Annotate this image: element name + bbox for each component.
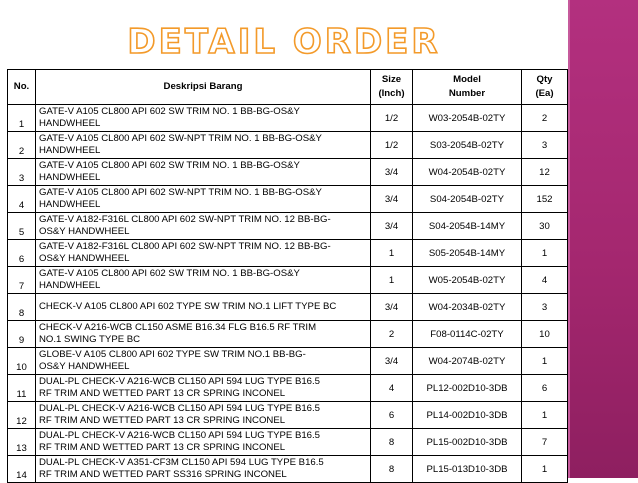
item-size: 3/4 (371, 213, 413, 240)
item-size: 1 (371, 267, 413, 294)
row-number: 1 (8, 105, 36, 132)
model-number: W04-2074B-02TY (413, 348, 522, 375)
model-number: S04-2054B-14MY (413, 213, 522, 240)
item-size: 3/4 (371, 186, 413, 213)
item-quantity: 1 (522, 240, 568, 267)
item-quantity: 2 (522, 105, 568, 132)
row-number: 11 (8, 375, 36, 402)
item-size: 3/4 (371, 294, 413, 321)
item-quantity: 10 (522, 321, 568, 348)
header-model (413, 70, 522, 105)
item-description: DUAL-PL CHECK-V A216-WCB CL150 API 594 LUG TYPE B16.5 RF TRIM AND WETTED PART 13 CR SPRING INCONEL (36, 375, 371, 402)
header-size-line1: Size (381, 74, 402, 86)
table-row (8, 429, 568, 456)
table-row (8, 159, 568, 186)
model-number: W03-2054B-02TY (413, 105, 522, 132)
header-description: Deskripsi Barang (36, 70, 371, 105)
item-size: 6 (371, 402, 413, 429)
item-description: CHECK-V A105 CL800 API 602 TYPE SW TRIM NO.1 LIFT TYPE BC (36, 294, 371, 321)
item-quantity: 12 (522, 159, 568, 186)
item-description: GATE-V A105 CL800 API 602 SW-NPT TRIM NO. 1 BB-BG-OS&Y HANDWHEEL (36, 132, 371, 159)
item-description: GATE-V A105 CL800 API 602 SW TRIM NO. 1 BB-BG-OS&Y HANDWHEEL (36, 267, 371, 294)
row-number: 8 (8, 294, 36, 321)
model-number: PL14-002D10-3DB (413, 402, 522, 429)
model-number: S04-2054B-02TY (413, 186, 522, 213)
header-size (371, 70, 413, 105)
item-description: DUAL-PL CHECK-V A216-WCB CL150 API 594 LUG TYPE B16.5 RF TRIM AND WETTED PART 13 CR SPRING INCONEL (36, 402, 371, 429)
item-description: GLOBE-V A105 CL800 API 602 TYPE SW TRIM NO.1 BB-BG- OS&Y HANDWHEEL (36, 348, 371, 375)
row-number: 6 (8, 240, 36, 267)
item-description: DUAL-PL CHECK-V A351-CF3M CL150 API 594 LUG TYPE B16.5 RF TRIM AND WETTED PART SS316 SPRING INCONEL (36, 456, 371, 483)
item-size: 1 (371, 240, 413, 267)
item-size: 2 (371, 321, 413, 348)
item-quantity: 1 (522, 402, 568, 429)
header-no: No. (8, 70, 36, 105)
row-number: 2 (8, 132, 36, 159)
row-number: 9 (8, 321, 36, 348)
table-row (8, 105, 568, 132)
header-qty-line2: (Ea) (535, 88, 554, 99)
model-number: W04-2034B-02TY (413, 294, 522, 321)
table-row (8, 402, 568, 429)
header-model-line1: Model (453, 74, 481, 86)
item-size: 3/4 (371, 159, 413, 186)
item-quantity: 1 (522, 456, 568, 483)
table-row (8, 186, 568, 213)
item-size: 8 (371, 429, 413, 456)
item-description: GATE-V A182-F316L CL800 API 602 SW-NPT TRIM NO. 12 BB-BG- OS&Y HANDWHEEL (36, 213, 371, 240)
item-description: GATE-V A105 CL800 API 602 SW TRIM NO. 1 BB-BG-OS&Y HANDWHEEL (36, 105, 371, 132)
table-row (8, 213, 568, 240)
item-quantity: 152 (522, 186, 568, 213)
table-header (8, 70, 568, 105)
item-description: GATE-V A105 CL800 API 602 SW-NPT TRIM NO. 1 BB-BG-OS&Y HANDWHEEL (36, 186, 371, 213)
row-number: 4 (8, 186, 36, 213)
row-number: 7 (8, 267, 36, 294)
table-body (8, 105, 568, 483)
order-table (7, 69, 568, 483)
table-row (8, 348, 568, 375)
model-number: PL15-002D10-3DB (413, 429, 522, 456)
item-size: 1/2 (371, 132, 413, 159)
item-size: 8 (371, 456, 413, 483)
table-row (8, 294, 568, 321)
table-row (8, 240, 568, 267)
header-row (8, 70, 568, 105)
model-number: S05-2054B-14MY (413, 240, 522, 267)
item-quantity: 7 (522, 429, 568, 456)
item-description: GATE-V A182-F316L CL800 API 602 SW-NPT TRIM NO. 12 BB-BG- OS&Y HANDWHEEL (36, 240, 371, 267)
table-row (8, 375, 568, 402)
item-quantity: 6 (522, 375, 568, 402)
model-number: F08-0114C-02TY (413, 321, 522, 348)
row-number: 12 (8, 402, 36, 429)
header-size-line2: (Inch) (378, 88, 405, 99)
model-number: S03-2054B-02TY (413, 132, 522, 159)
item-quantity: 3 (522, 294, 568, 321)
model-number: W05-2054B-02TY (413, 267, 522, 294)
row-number: 10 (8, 348, 36, 375)
item-quantity: 30 (522, 213, 568, 240)
decorative-side-band (568, 0, 638, 478)
item-quantity: 4 (522, 267, 568, 294)
table-row (8, 267, 568, 294)
row-number: 14 (8, 456, 36, 483)
table-row (8, 132, 568, 159)
row-number: 13 (8, 429, 36, 456)
header-qty-line1: Qty (536, 74, 553, 86)
item-quantity: 1 (522, 348, 568, 375)
row-number: 5 (8, 213, 36, 240)
item-size: 4 (371, 375, 413, 402)
header-qty (522, 70, 568, 105)
page-title: DETAIL ORDER (127, 22, 441, 62)
item-description: CHECK-V A216-WCB CL150 ASME B16.34 FLG B16.5 RF TRIM NO.1 SWING TYPE BC (36, 321, 371, 348)
table-row (8, 321, 568, 348)
item-quantity: 3 (522, 132, 568, 159)
model-number: PL12-002D10-3DB (413, 375, 522, 402)
table-row (8, 456, 568, 483)
item-size: 3/4 (371, 348, 413, 375)
model-number: W04-2054B-02TY (413, 159, 522, 186)
model-number: PL15-013D10-3DB (413, 456, 522, 483)
item-size: 1/2 (371, 105, 413, 132)
item-description: DUAL-PL CHECK-V A216-WCB CL150 API 594 LUG TYPE B16.5 RF TRIM AND WETTED PART 13 CR SPRING INCONEL (36, 429, 371, 456)
header-model-line2: Number (448, 88, 486, 99)
row-number: 3 (8, 159, 36, 186)
item-description: GATE-V A105 CL800 API 602 SW TRIM NO. 1 BB-BG-OS&Y HANDWHEEL (36, 159, 371, 186)
